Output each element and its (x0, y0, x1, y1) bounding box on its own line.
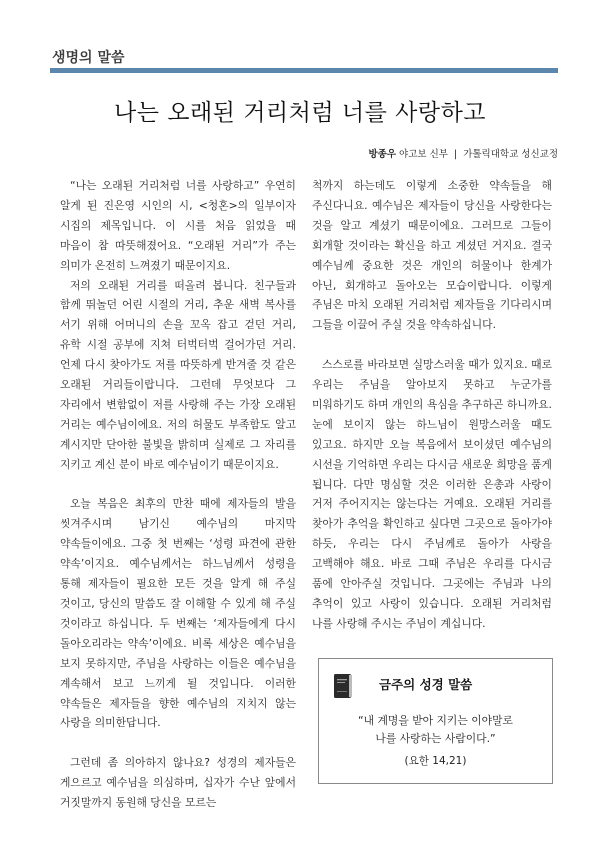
paragraph: “나는 오래된 거리처럼 너를 사랑하고” 우연히 알게 된 진은영 시인의 시, <청혼>의 일부이자 시집의 제목입니다. 이 시를 처음 읽었을 때 마음이 참 따뜻해졌어요. “오래된 거리”가 주는 의미가 온전히 느껴졌기 때문이지요. (60, 179, 296, 272)
paragraph: 척까지 하는데도 이렇게 소중한 약속들을 해 주신다니요. 예수님은 제자들이 당신을 사랑한다는 것을 알고 계셨기 때문이에요. 그러므로 그들이 회개할 것이라는 확신을 하고 계셨던 거지요. 결국 예수님께 중요한 것은 개인의 허물이나 한계가 아닌, 회개하고 돌아오는 모습이랍니다. 이렇게 주님은 마치 오래된 거리처럼 제자들을 기다리시며 그들을 이끌어 주실 것을 약속하십니다. (312, 179, 552, 332)
section-label: 생명의 말씀 (52, 50, 125, 66)
paragraph: 오늘 복음은 최후의 만찬 때에 제자들의 발을 씻겨주시며 남기신 예수님의 마지막 약속들이에요. 그중 첫 번째는 ‘성령 파견에 관한 약속’이지요. 예수님께서는 하느님께서 성령을 통해 제자들이 필요한 모든 것을 알게 해 주실 것이고, 당신의 말씀도 잘 이해할 수 있게 해 주실 것이라고 하십니다. 두 번째는 ‘제자들에게 다시 돌아오리라는 약속’이에요. 비록 세상은 예수님을 보지 못하지만, 주님을 사랑하는 이들은 예수님을 계속해서 보고 느끼게 될 것입니다. 이러한 약속들은 제자들을 향한 예수님의 지치지 않는 사랑을 의미한답니다. (60, 497, 296, 730)
byline-separator: | (453, 149, 458, 160)
author-name: 방종우 (368, 149, 396, 160)
paragraph: 저의 오래된 거리를 떠올려 봅니다. 친구들과 함께 뛰놀던 어린 시절의 거리, 추운 새벽 복사를 서기 위해 어머니의 손을 꼬옥 잡고 걷던 거리, 유학 시절 공부에 지쳐 터벅터벅 걸어가던 거리. 언제 다시 찾아가도 저를 따뜻하게 반겨줄 것 같은 오래된 거리들이랍니다. 그런데 무엇보다 그 자리에서 변함없이 저를 사랑해 주는 가장 오래된 거리는 예수님이에요. 저의 허물도 부족함도 알고 계시지만 단아한 불빛을 밝히며 실제로 그 자리를 지키고 계신 분이 바로 예수님이기 때문이지요. (60, 278, 296, 471)
bible-book-icon (333, 673, 353, 699)
header-divider-bar (50, 68, 558, 73)
article-left-column (60, 176, 296, 813)
paragraph: 그런데 좀 의아하지 않나요? 성경의 제자들은 게으르고 예수님을 의심하며, 십자가 수난 앞에서 거짓말까지 동원해 당신을 모르는 (60, 756, 296, 810)
scripture-quote-line: 나를 사랑하는 사람이다.” (375, 732, 496, 745)
article-right-column (312, 176, 552, 634)
author-role: 야고보 신부 (399, 149, 448, 160)
author-byline (368, 146, 558, 160)
article-title: 나는 오래된 거리처럼 너를 사랑하고 (113, 100, 486, 126)
scripture-reference: (요한 14,21) (404, 755, 467, 767)
scripture-quote-line: “내 계명을 받아 지키는 이야말로 (358, 714, 513, 727)
scripture-box-title: 금주의 성경 말씀 (379, 677, 473, 692)
paragraph: 스스로를 바라보면 실망스러울 때가 있지요. 때로 우리는 주님을 알아보지 못하고 누군가를 미워하기도 하며 개인의 욕심을 추구하곤 하니까요. 눈에 보이지 않는 하느님이 원망스러울 때도 있고요. 하지만 오늘 복음에서 보이셨던 예수님의 시선을 기억하면 우리는 다시금 새로운 희망을 품게 됩니다. 다만 명심할 것은 이러한 은총과 사랑이 거저 주어지지는 않는다는 거예요. 오래된 거리를 찾아가 추억을 확인하고 싶다면 그곳으로 돌아가야 하듯, 우리는 다시 주님께로 돌아가 사랑을 고백해야 해요. 바로 그때 주님은 우리를 다시금 품에 안아주실 것입니다. 그곳에는 주님과 나의 추억이 있고 사랑이 있습니다. 오래된 거리처럼 나를 사랑해 주시는 주님이 계십니다. (312, 358, 552, 630)
scripture-quote (319, 712, 552, 748)
author-affiliation: 가톨릭대학교 성신교정 (463, 149, 558, 160)
weekly-scripture-box (318, 658, 553, 784)
